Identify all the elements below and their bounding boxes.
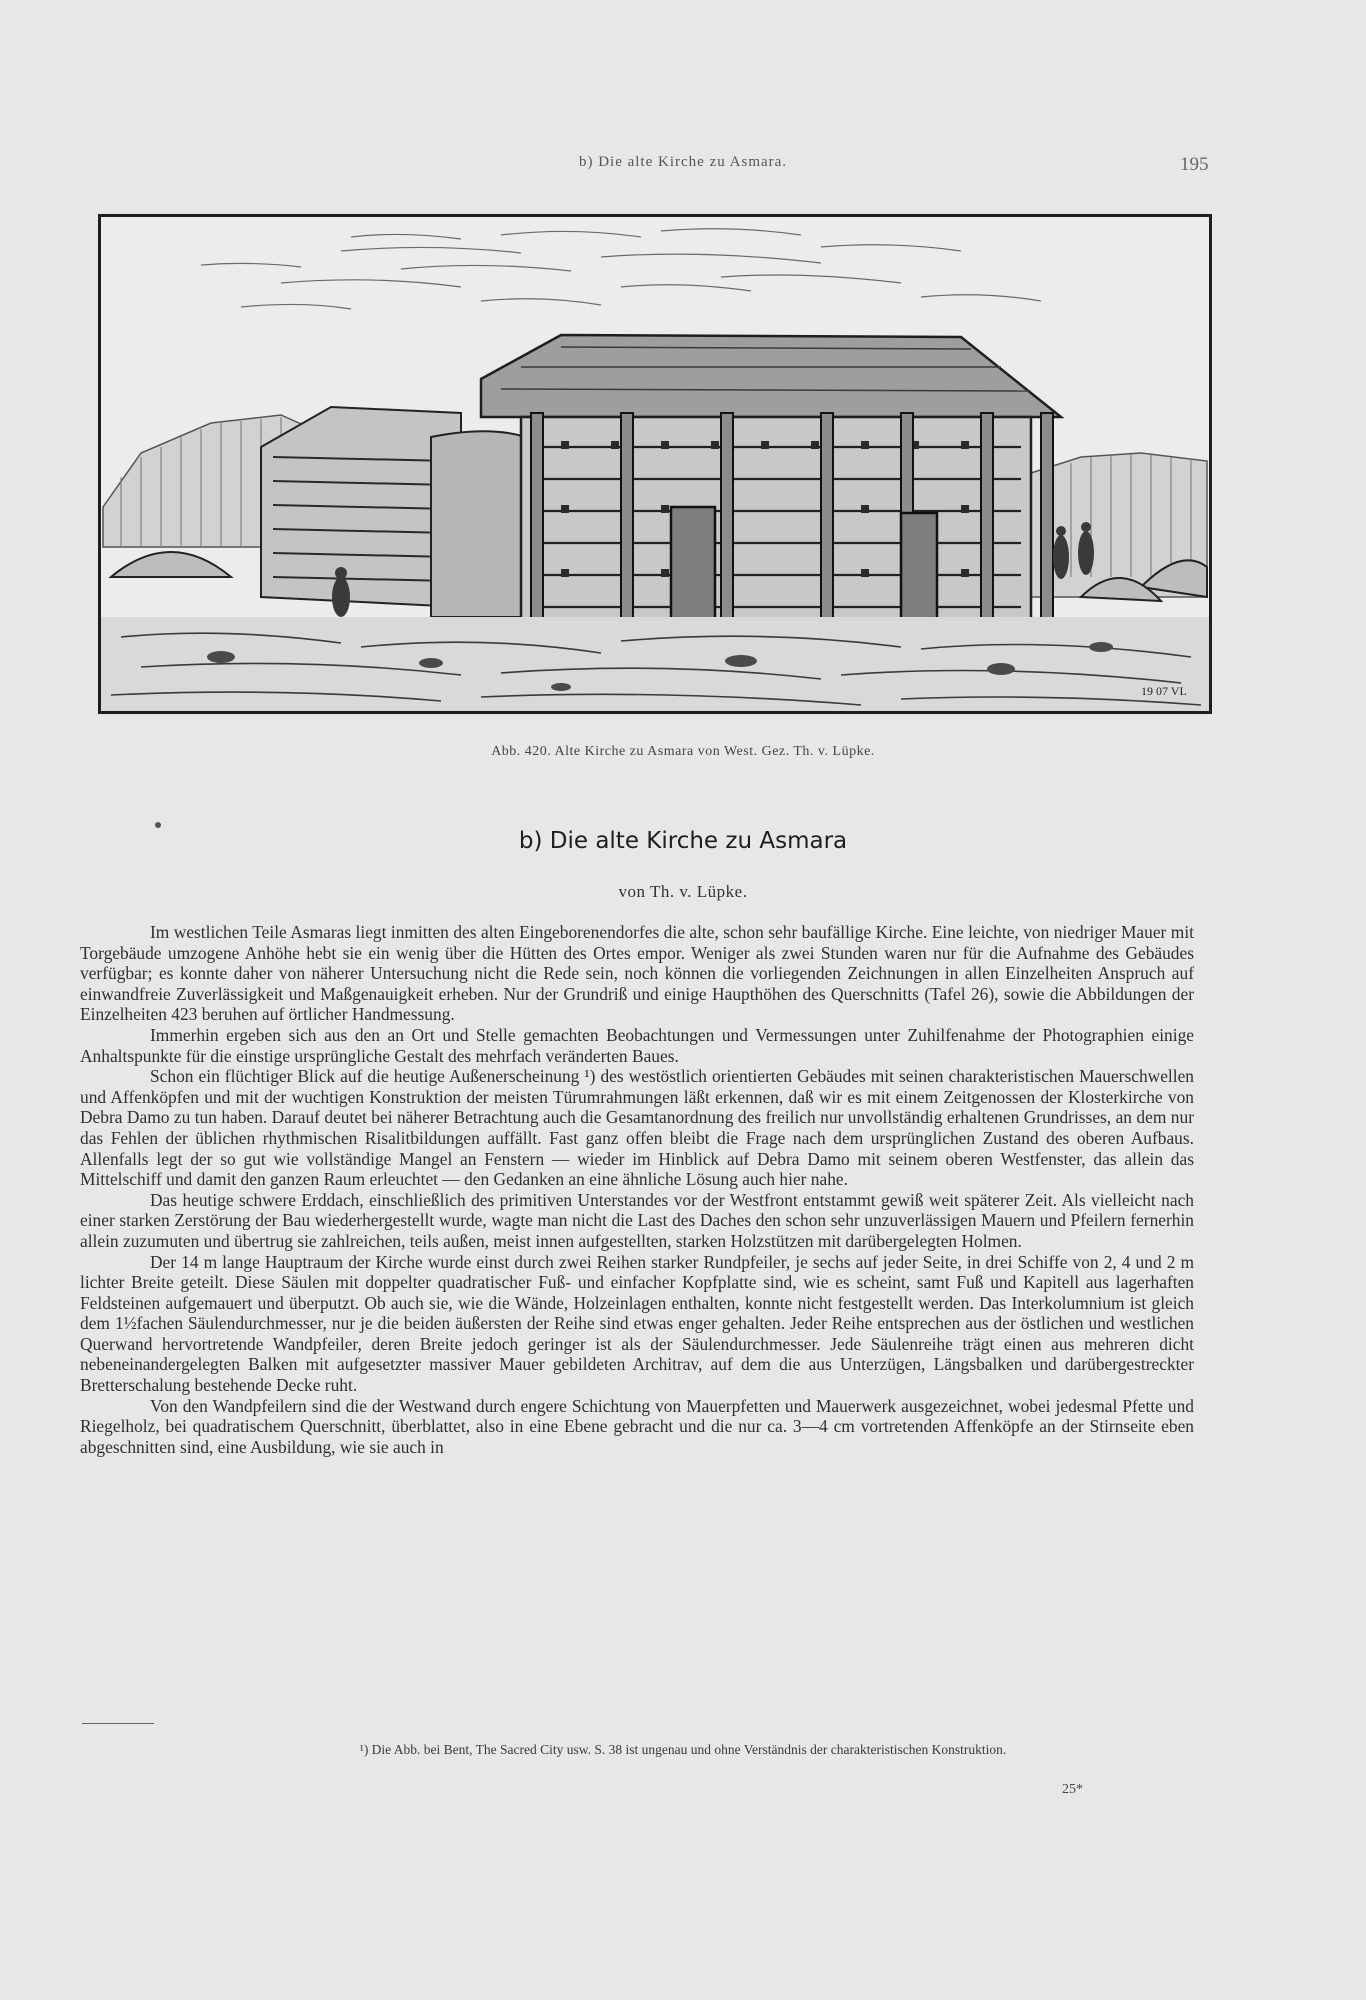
church-door xyxy=(671,507,715,627)
church-drawing xyxy=(101,217,1209,711)
hut-left xyxy=(111,552,231,577)
figure-caption: Abb. 420. Alte Kirche zu Asmara von West. Gez. Th. v. Lüpke. xyxy=(491,744,875,759)
church-facade xyxy=(521,417,1031,627)
sheet-signature: 25* xyxy=(1062,1782,1083,1797)
footnote-rule xyxy=(82,1723,154,1724)
paragraph: Im westlichen Teile Asmaras liegt inmitten des alten Eingeborenendorfes die alte, schon sehr baufällige Kirche. Eine leichte, von niedriger Mauer mit Torgebäude umzogene Anhöhe hebt sie ein wenig über die Hütten des Ortes empor. Weniger als zwei Stunden waren nur für die Aufnahme des Gebäudes verfügbar; es konnte daher von näherer Untersuchung nicht die Rede sein, noch können die vorliegenden Zeichnungen in allen Einzelheiten Anspruch auf einwandfreie Zuverlässigkeit und Maßgenauigkeit erheben. Nur der Grundriß und einige Haupthöhen des Querschnitts (Tafel 26), sowie die Abbildungen der Einzelheiten 423 beruhen auf örtlicher Handmessung. xyxy=(80,922,1194,1025)
body-text xyxy=(80,922,1194,1457)
paragraph: Immerhin ergeben sich aus den an Ort und Stelle gemachten Beobachtungen und Vermessungen unter Zuhilfenahme der Photographien einige Anhaltspunkte für die einstige ursprüngliche Gestalt des mehrfach veränderten Baues. xyxy=(80,1024,1194,1066)
running-head: b) Die alte Kirche zu Asmara. xyxy=(578,154,788,170)
figure-illustration xyxy=(98,214,1212,714)
section-title: b) Die alte Kirche zu Asmara xyxy=(518,828,848,854)
paragraph: Schon ein flüchtiger Blick auf die heutige Außenerscheinung ¹) des westöstlich orientierten Gebäudes mit seinen charakteristischen Mauerschwellen und Affenköpfen und mit der wuchtigen Konstruktion der meisten Türumrahmungen läßt erkennen, daß wir es mit einem Zeitgenossen der Klosterkirche von Debra Damo zu tun haben. Darauf deutet bei näherer Betrachtung auch die Gesamtanordnung des freilich nur unvollständig erhaltenen Grundrisses, an dem nur das Fehlen der üblichen rhythmischen Risalitbildungen auffällt. Fast ganz offen bleibt die Frage nach dem ursprünglichen Zustand des oberen Aufbaus. Allenfalls legt der so gut wie vollständige Mangel an Fenstern — wieder im Hinblick auf Debra Damo mit seinem oberen Westfenster, das allein das Mittelschiff und damit den ganzen Raum erleuchtet — den Gedanken an eine ähnliche Lösung auch hier nahe. xyxy=(80,1066,1194,1190)
byline: von Th. v. Lüpke. xyxy=(618,882,748,901)
paragraph: Der 14 m lange Hauptraum der Kirche wurde einst durch zwei Reihen starker Rundpfeiler, je sechs auf jeder Seite, in drei Schiffe von 2, 4 und 2 m lichter Breite geteilt. Diese Säulen mit doppelter quadratischer Fuß- und einfacher Kopfplatte sind, wie es scheint, samt Fuß und Kapitell aus lagerhaften Feldsteinen aufgemauert und überputzt. Ob auch sie, wie die Wände, Holzeinlagen enthalten, konnte nicht festgestellt werden. Das Interkolumnium ist gleich dem 1½fachen Säulendurchmesser, nur je die beiden äußersten der Reihe sind etwas enger gehalten. Jeder Reihe entsprechen aus der östlichen und westlichen Querwand hervortretende Wandpfeiler, deren Breite jedoch geringer ist als der Säulendurchmesser. Jede Säulenreihe trägt einen aus mehreren dicht nebeneinandergelegten Balken mit aufgesetzter massiver Mauer gebildeten Architrav, auf dem die aus Unterzügen, Längsbalken und darübergestreckter Bretterschalung bestehende Decke ruht. xyxy=(80,1251,1194,1396)
paragraph: Das heutige schwere Erddach, einschließlich des primitiven Unterstandes vor der Westfront entstammt gewiß weit späterer Zeit. Als vielleicht nach einer starken Zerstörung der Bau wiederhergestellt wurde, wagte man nicht die Last des Daches den schon sehr unzuverlässigen Mauern und Pfeilern fernerhin allein zuzumuten und übertrug sie zahlreichen, teils außen, meist innen aufgestellten, starken Holzstützen mit darübergelegten Holmen. xyxy=(80,1189,1194,1251)
church-door-right xyxy=(901,513,937,623)
paragraph: Von den Wandpfeilern sind die der Westwand durch engere Schichtung von Mauerpfetten und Mauerwerk ausgezeichnet, wobei jedesmal Pfette und Riegelholz, bei quadratischem Querschnitt, überblattet, also in eine Ebene gebracht und die nur ca. 3—4 cm vortretenden Affenköpfe an der Stirnseite eben abgeschnitten sind, eine Ausbildung, wie sie auch in xyxy=(80,1395,1194,1457)
page-number: 195 xyxy=(1180,154,1209,175)
artist-monogram: 19 07 VL xyxy=(1141,684,1187,698)
footnote: ¹) Die Abb. bei Bent, The Sacred City usw. S. 38 ist ungenau und ohne Verständnis der charakteristischen Konstruktion. xyxy=(359,1742,1007,1757)
